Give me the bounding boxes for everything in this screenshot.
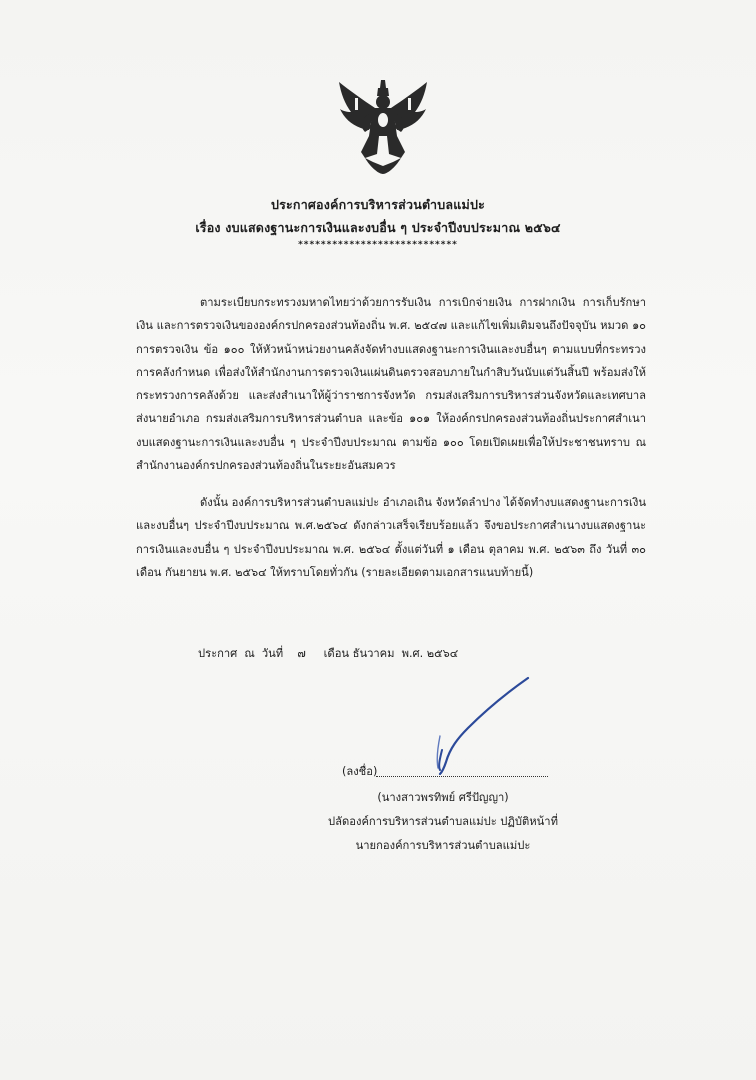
sign-label: (ลงชื่อ) [342,765,378,778]
garuda-emblem-icon [335,78,431,176]
signature-dotted-line [376,776,548,777]
body-paragraph-2: ดังนั้น องค์การบริหารส่วนตำบลแม่ปะ อำเภอเถิน จังหวัดลำปาง ได้จัดทำงบแสดงฐานะการเงิน และงบอื่นๆ ประจำปีงบประมาณ พ.ศ.๒๕๖๔ ดังกล่าวเสร็จเรียบร้อยแล้ว จึงขอประกาศสำเนางบแสดงฐานะการเงินและงบอื่น ๆ ประจำปีงบประมาณ พ.ศ. ๒๕๖๔ ตั้งแต่วันที่ ๑ เดือน ตุลาคม พ.ศ. ๒๕๖๓ ถึง วันที่ ๓๐ เดือน กันยายน พ.ศ. ๒๕๖๔ ให้ทราบโดยทั่วกัน (รายละเอียดตามเอกสารแนบท้ายนี้) [136,496,646,579]
announcement-date: ประกาศ ณ วันที่ ๗ เดือน ธันวาคม พ.ศ. ๒๕๖๔ [198,647,459,660]
body-paragraph-1: ตามระเบียบกระทรวงมหาดไทยว่าด้วยการรับเงิน การเบิกจ่ายเงิน การฝากเงิน การเก็บรักษาเงิน และการตรวจเงินขององค์กรปกครองส่วนท้องถิ่น พ.ศ. ๒๕๔๗ และแก้ไขเพิ่มเติมจนถึงปัจจุบัน หมวด ๑๐ การตรวจเงิน ข้อ ๑๐๐ ให้หัวหน้าหน่วยงานคลังจัดทำงบแสดงฐานะการเงินและงบอื่นๆ ตามแบบที่กระทรวงการคลังกำหนด เพื่อส่งให้สำนักงานการตรวจเงินแผ่นดินตรวจสอบภายในกำสิบวันนับแต่วันสิ้นปี พร้อมส่งให้กระทรวงการคลังด้วย และส่งสำเนาให้ผู้ว่าราชการจังหวัด กรมส่งเสริมการบริหารส่วนจังหวัดและเทศบาล ส่งนายอำเภอ กรมส่งเสริมการบริหารส่วนตำบล และข้อ ๑๐๑ ให้องค์กรปกครองส่วนท้องถิ่นประกาศสำเนางบแสดงฐานะการเงินและงบอื่น ๆ ประจำปีงบประมาณ ตามข้อ ๑๐๐ โดยเปิดเผยเพื่อให้ประชาชนทราบ ณ สำนักงานองค์กรปกครองส่วนท้องถิ่นในระยะอันสมควร [136,296,646,473]
announcement-subject: เรื่อง งบแสดงฐานะการเงินและงบอื่น ๆ ประจำปีงบประมาณ ๒๕๖๔ [195,220,561,235]
title-separator: **************************** [298,240,458,250]
signer-name: (นางสาวพรทิพย์ ศรีปัญญา) [377,791,509,804]
announcement-title: ประกาศองค์การบริหารส่วนตำบลแม่ปะ [270,197,486,212]
handwritten-signature [428,670,538,780]
signer-position: นายกองค์การบริหารส่วนตำบลแม่ปะ [355,839,531,852]
signer-position-acting: ปลัดองค์การบริหารส่วนตำบลแม่ปะ ปฏิบัติหน้าที่ [328,815,558,828]
